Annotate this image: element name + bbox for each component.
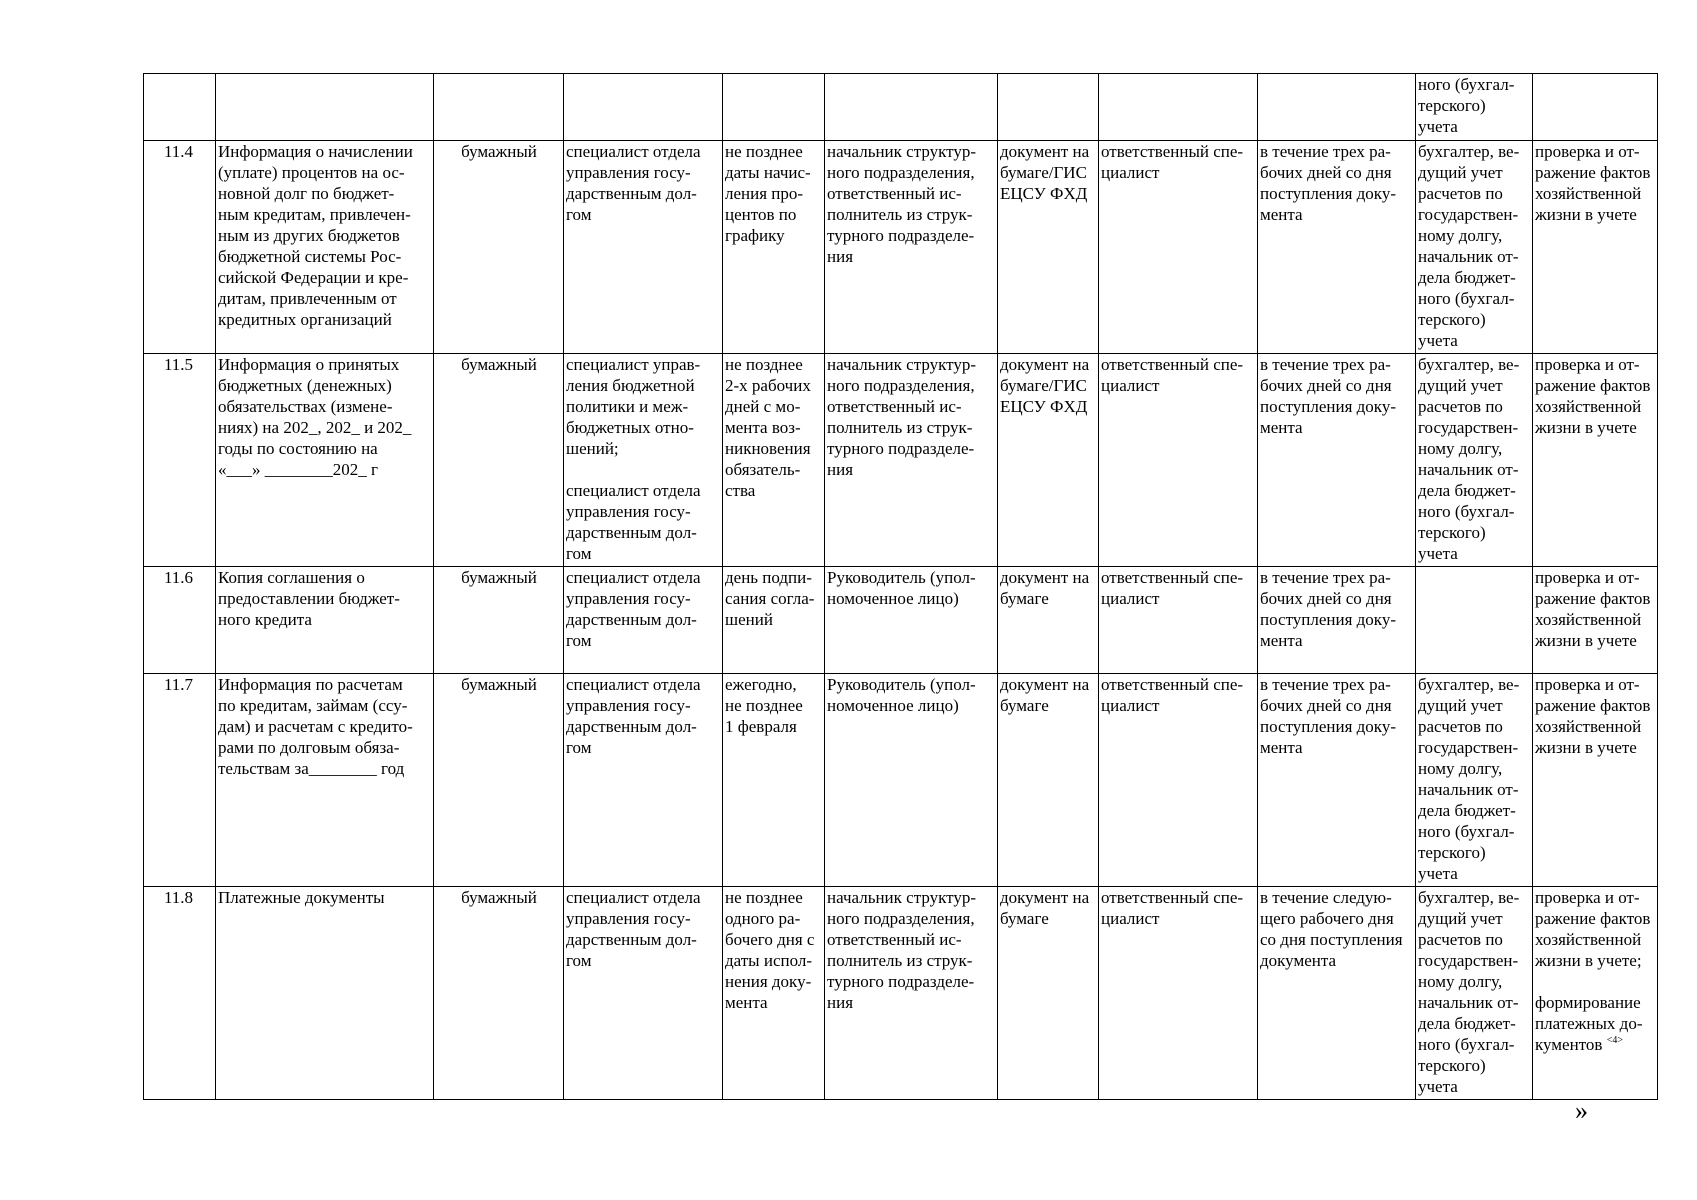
medium-cell <box>998 567 1099 674</box>
medium-cell <box>998 674 1099 887</box>
document-name-cell <box>216 354 434 567</box>
deadline-cell <box>723 354 825 567</box>
recipient-cell <box>1416 674 1533 887</box>
responsible-text: ответственный спе- циалист <box>1101 142 1244 182</box>
action-text: проверка и от- ражение фактов хозяйственной жизни в учете <box>1535 142 1651 224</box>
action-cell <box>1533 674 1658 887</box>
table-row <box>144 74 1658 141</box>
recipient-text: бухгалтер, ве- дущий учет расчетов по государствен- ному долгу, начальник от- дела бюджет- ного (бухгал- терского) учета <box>1418 142 1520 350</box>
medium-cell <box>998 74 1099 141</box>
medium-text: документ на бумаге <box>1000 675 1090 715</box>
row-number-cell <box>144 887 216 1100</box>
action-text: проверка и от- ражение фактов хозяйственной жизни в учете; формирование платежных до- кументов <box>1535 888 1651 1054</box>
transfer-period-cell <box>1258 674 1416 887</box>
table-row <box>144 567 1658 674</box>
creator-cell <box>564 74 723 141</box>
document-form-text: бумажный <box>461 675 537 694</box>
transfer-period-cell <box>1258 567 1416 674</box>
signer-cell <box>825 354 998 567</box>
responsible-cell <box>1099 74 1258 141</box>
closing-quote-mark: » <box>1575 1096 1588 1125</box>
medium-cell <box>998 887 1099 1100</box>
row-number-cell <box>144 567 216 674</box>
recipient-cell <box>1416 887 1533 1100</box>
deadline-cell <box>723 567 825 674</box>
table-row <box>144 674 1658 887</box>
row-number-text: 11.7 <box>163 675 194 694</box>
transfer-period-text: в течение трех ра- бочих дней со дня поступления доку- мента <box>1260 355 1396 437</box>
deadline-cell <box>723 674 825 887</box>
signer-cell <box>825 567 998 674</box>
action-cell <box>1533 567 1658 674</box>
creator-text: специалист отдела управления госу- дарственным дол- гом <box>566 675 701 757</box>
action-cell <box>1533 74 1658 141</box>
row-number-text: 11.4 <box>163 142 194 161</box>
signer-cell <box>825 674 998 887</box>
transfer-period-cell <box>1258 887 1416 1100</box>
transfer-period-text: в течение следую- щего рабочего дня со дня поступления документа <box>1260 888 1403 970</box>
responsible-cell <box>1099 354 1258 567</box>
document-name-cell <box>216 141 434 354</box>
creator-cell <box>564 887 723 1100</box>
document-form-cell <box>434 74 564 141</box>
document-name-cell <box>216 74 434 141</box>
transfer-period-text: в течение трех ра- бочих дней со дня поступления доку- мента <box>1260 142 1396 224</box>
table-row <box>144 887 1658 1100</box>
responsible-cell <box>1099 674 1258 887</box>
document-table <box>143 73 1658 1100</box>
deadline-text: не позднее даты начис- ления про- центов по графику <box>725 142 811 245</box>
document-name-text: Информация по расчетам по кредитам, займам (ссу- дам) и расчетам с кредито- рами по долговым обяза- тельствам за________ год <box>218 675 413 778</box>
responsible-text: ответственный спе- циалист <box>1101 568 1244 608</box>
transfer-period-cell <box>1258 354 1416 567</box>
signer-text: начальник структур- ного подразделения, ответственный ис- полнитель из струк- турного подразделе- ния <box>827 355 977 479</box>
transfer-period-cell <box>1258 141 1416 354</box>
action-text: проверка и от- ражение фактов хозяйственной жизни в учете <box>1535 355 1651 437</box>
medium-cell <box>998 354 1099 567</box>
responsible-text: ответственный спе- циалист <box>1101 355 1244 395</box>
deadline-text: день подпи- сания согла- шений <box>725 568 815 629</box>
deadline-cell <box>723 141 825 354</box>
responsible-text: ответственный спе- циалист <box>1101 675 1244 715</box>
deadline-cell <box>723 74 825 141</box>
document-name-cell <box>216 887 434 1100</box>
row-number-cell <box>144 674 216 887</box>
row-number-cell <box>144 74 216 141</box>
action-cell <box>1533 141 1658 354</box>
transfer-period-text: в течение трех ра- бочих дней со дня поступления доку- мента <box>1260 675 1396 757</box>
document-name-text: Информация о принятых бюджетных (денежных) обязательствах (измене- ниях) на 202_, 202_ и 202_ годы по состоянию на «___» ________202_ г <box>218 355 412 479</box>
creator-cell <box>564 567 723 674</box>
recipient-text: бухгалтер, ве- дущий учет расчетов по государствен- ному долгу, начальник от- дела бюджет- ного (бухгал- терского) учета <box>1418 355 1520 563</box>
deadline-cell <box>723 887 825 1100</box>
signer-cell <box>825 887 998 1100</box>
document-form-cell <box>434 141 564 354</box>
action-text: проверка и от- ражение фактов хозяйственной жизни в учете <box>1535 568 1651 650</box>
document-form-cell <box>434 887 564 1100</box>
recipient-text: бухгалтер, ве- дущий учет расчетов по государствен- ному долгу, начальник от- дела бюджет- ного (бухгал- терского) учета <box>1418 675 1520 883</box>
medium-text: документ на бумаге <box>1000 568 1090 608</box>
document-form-cell <box>434 567 564 674</box>
transfer-period-cell <box>1258 74 1416 141</box>
row-number-text: 11.5 <box>163 355 194 374</box>
document-name-cell <box>216 674 434 887</box>
recipient-cell <box>1416 74 1533 141</box>
recipient-cell <box>1416 141 1533 354</box>
recipient-text: бухгалтер, ве- дущий учет расчетов по государствен- ному долгу, начальник от- дела бюджет- ного (бухгал- терского) учета <box>1418 888 1520 1096</box>
footnote-reference: <4> <box>1606 1035 1623 1046</box>
document-form-text: бумажный <box>461 568 537 587</box>
document-form-text: бумажный <box>461 142 537 161</box>
document-form-text: бумажный <box>461 888 537 907</box>
responsible-cell <box>1099 567 1258 674</box>
deadline-text: не позднее 2-х рабочих дней с мо- мента воз- никновения обязатель- ства <box>725 355 811 500</box>
table-row <box>144 354 1658 567</box>
medium-text: документ на бумаге/ГИС ЕЦСУ ФХД <box>1000 142 1090 203</box>
medium-cell <box>998 141 1099 354</box>
row-number-text: 11.6 <box>163 568 194 587</box>
row-number-cell <box>144 354 216 567</box>
row-number-text: 11.8 <box>163 888 194 907</box>
medium-text: документ на бумаге/ГИС ЕЦСУ ФХД <box>1000 355 1090 416</box>
document-name-text: Копия соглашения о предоставлении бюджет- ного кредита <box>218 568 400 629</box>
signer-text: начальник структур- ного подразделения, ответственный ис- полнитель из струк- турного подразделе- ния <box>827 888 977 1012</box>
responsible-cell <box>1099 887 1258 1100</box>
recipient-text: ного (бухгал- терского) учета <box>1418 75 1515 136</box>
signer-cell <box>825 141 998 354</box>
responsible-cell <box>1099 141 1258 354</box>
table-body <box>144 74 1658 1100</box>
creator-text: специалист отдела управления госу- дарственным дол- гом <box>566 888 701 970</box>
signer-text: Руководитель (упол- номоченное лицо) <box>827 675 976 715</box>
creator-cell <box>564 354 723 567</box>
document-name-cell <box>216 567 434 674</box>
action-cell <box>1533 887 1658 1100</box>
document-form-cell <box>434 674 564 887</box>
document-name-text: Платежные документы <box>218 888 385 907</box>
document-form-text: бумажный <box>461 355 537 374</box>
creator-text: специалист отдела управления госу- дарственным дол- гом <box>566 568 701 650</box>
document-form-cell <box>434 354 564 567</box>
action-cell <box>1533 354 1658 567</box>
deadline-text: ежегодно, не позднее 1 февраля <box>725 675 803 736</box>
recipient-cell <box>1416 354 1533 567</box>
table-row <box>144 141 1658 354</box>
responsible-text: ответственный спе- циалист <box>1101 888 1244 928</box>
document-name-text: Информация о начислении (уплате) процентов на ос- новной долг по бюджет- ным кредитам, привлечен- ным из других бюджетов бюджетной системы Рос- сийской Федерации и кре- дитам, привлеченным от кредитных организаций <box>218 142 413 329</box>
signer-text: Руководитель (упол- номоченное лицо) <box>827 568 976 608</box>
signer-cell <box>825 74 998 141</box>
creator-text: специалист управ- ления бюджетной политики и меж- бюджетных отно- шений; специалист отдела управления госу- дарственным дол- гом <box>566 355 701 563</box>
creator-cell <box>564 141 723 354</box>
row-number-cell <box>144 141 216 354</box>
transfer-period-text: в течение трех ра- бочих дней со дня поступления доку- мента <box>1260 568 1396 650</box>
medium-text: документ на бумаге <box>1000 888 1090 928</box>
deadline-text: не позднее одного ра- бочего дня с даты испол- нения доку- мента <box>725 888 815 1012</box>
creator-text: специалист отдела управления госу- дарственным дол- гом <box>566 142 701 224</box>
action-text: проверка и от- ражение фактов хозяйственной жизни в учете <box>1535 675 1651 757</box>
signer-text: начальник структур- ного подразделения, ответственный ис- полнитель из струк- турного подразделе- ния <box>827 142 977 266</box>
creator-cell <box>564 674 723 887</box>
recipient-cell <box>1416 567 1533 674</box>
